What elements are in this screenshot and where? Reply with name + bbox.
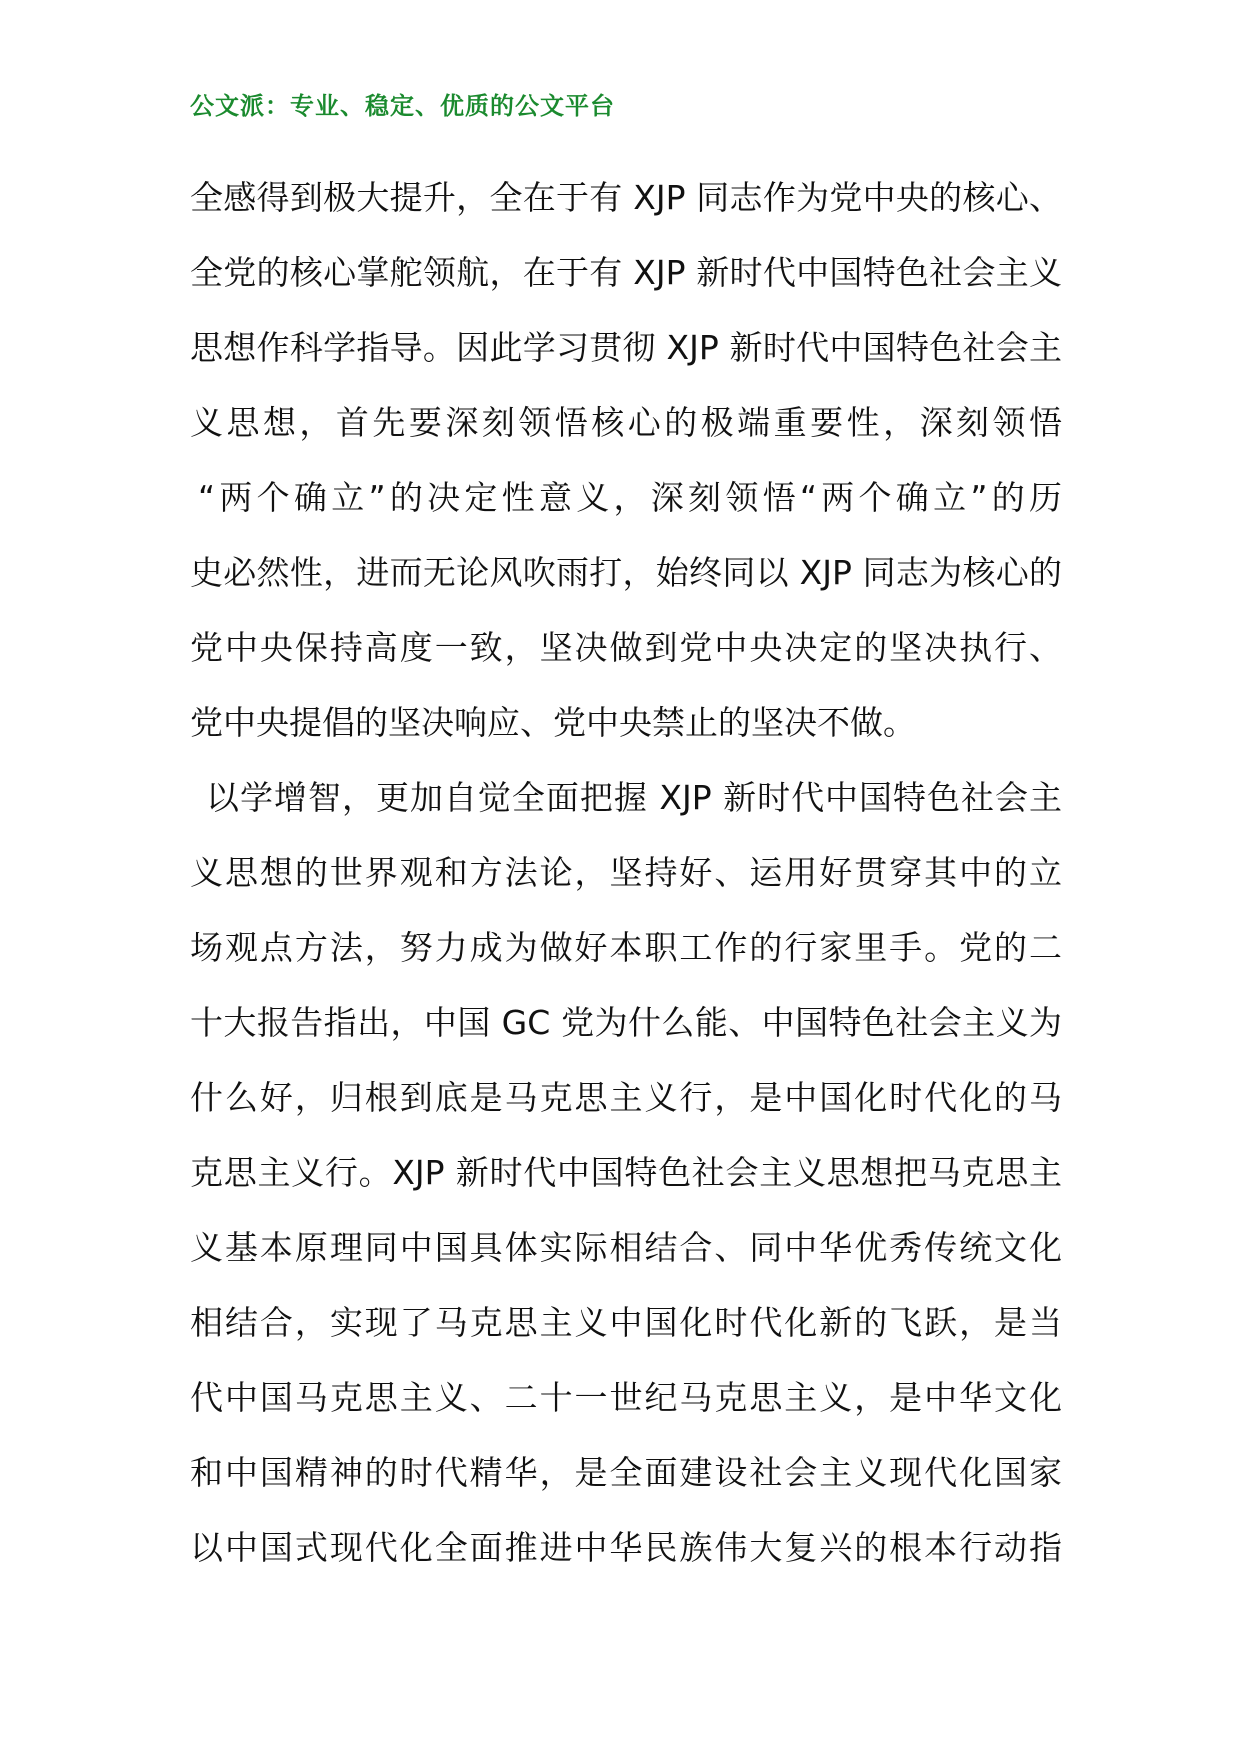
text-line: 克思主义行。XJP 新时代中国特色社会主义思想把马克思主 bbox=[190, 1153, 1062, 1192]
text-line: 党中央保持高度一致，坚决做到党中央决定的坚决执行、 bbox=[190, 628, 1062, 667]
header-banner: 公文派：专业、稳定、优质的公文平台 bbox=[190, 92, 615, 120]
text-line: 场观点方法，努力成为做好本职工作的行家里手。党的二 bbox=[190, 928, 1062, 967]
text-line: 代中国马克思主义、二十一世纪马克思主义，是中华文化 bbox=[190, 1378, 1062, 1417]
document-body bbox=[190, 160, 1062, 1585]
text-line: 和中国精神的时代精华，是全面建设社会主义现代化国家 bbox=[190, 1453, 1062, 1492]
text-line: 义思想，首先要深刻领悟核心的极端重要性，深刻领悟 bbox=[190, 403, 1062, 442]
paragraph-1 bbox=[190, 160, 1062, 760]
text-line: 相结合，实现了马克思主义中国化时代化新的飞跃，是当 bbox=[190, 1303, 1062, 1342]
text-line: “两个确立”的决定性意义，深刻领悟“两个确立”的历 bbox=[198, 478, 1062, 517]
text-line: 全党的核心掌舵领航，在于有 XJP 新时代中国特色社会主义 bbox=[190, 253, 1062, 292]
text-line: 以中国式现代化全面推进中华民族伟大复兴的根本行动指 bbox=[190, 1528, 1062, 1567]
text-line: 义思想的世界观和方法论，坚持好、运用好贯穿其中的立 bbox=[190, 853, 1062, 892]
text-line: 党中央提倡的坚决响应、党中央禁止的坚决不做。 bbox=[190, 703, 916, 742]
text-line: 史必然性，进而无论风吹雨打，始终同以 XJP 同志为核心的 bbox=[190, 553, 1062, 592]
text-line: 义基本原理同中国具体实际相结合、同中华优秀传统文化 bbox=[190, 1228, 1062, 1267]
text-line: 思想作科学指导。因此学习贯彻 XJP 新时代中国特色社会主 bbox=[190, 328, 1062, 367]
text-line: 以学增智，更加自觉全面把握 XJP 新时代中国特色社会主 bbox=[206, 778, 1062, 817]
text-line: 十大报告指出，中国 GC 党为什么能、中国特色社会主义为 bbox=[190, 1003, 1062, 1042]
text-line: 全感得到极大提升，全在于有 XJP 同志作为党中央的核心、 bbox=[190, 178, 1062, 217]
text-line: 什么好，归根到底是马克思主义行，是中国化时代化的马 bbox=[190, 1078, 1062, 1117]
paragraph-2 bbox=[190, 760, 1062, 1585]
